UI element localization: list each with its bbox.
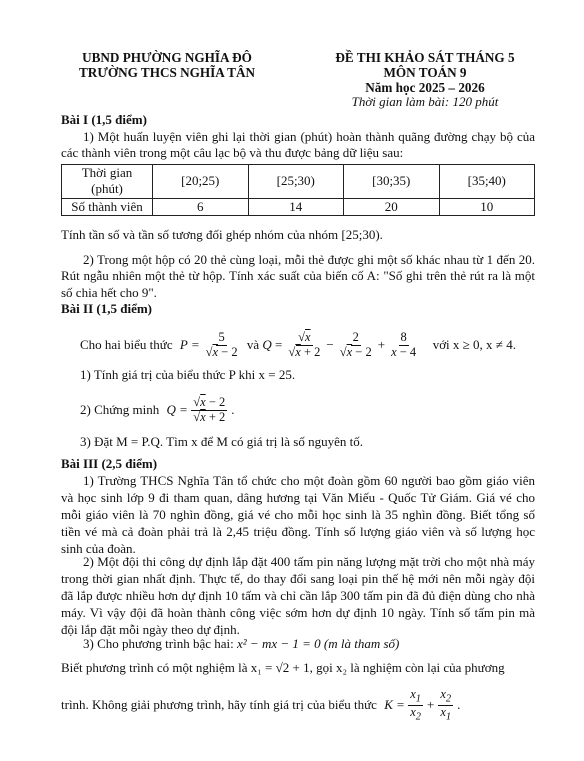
frequency-table <box>61 164 535 216</box>
fraction-x2-x1: $\frac{x_2}{x_1}$ <box>440 686 452 722</box>
bai3-q3-line1 <box>83 636 399 652</box>
fraction-q-proof: $\frac{√x - 2}{√x + 2}$ <box>193 394 226 424</box>
bai2-expressions: Cho hai biểu thức P = $\frac{5}{√x - 2}$ và Q = $\frac{√x}{√x + 2}$ − $\frac{2}{√x - 2}$ + $\frac{8}{x - 4}$ với x ≥ 0, x ≠ 4. <box>80 329 516 359</box>
section-title-bai3: Bài III (2,5 điểm) <box>61 456 158 471</box>
table-cell-count: 20 <box>344 198 440 215</box>
bai1-q1-text: 1) Một huấn luyện viên ghi lại thời gian (phút) hoàn thành quãng đường chạy bộ của các thành viên trong một câu lạc bộ và thu được bảng dữ liệu sau: <box>61 129 535 161</box>
bai2-intro-prefix: Cho hai biểu thức <box>80 336 173 352</box>
fraction-q3: $\frac{8}{x - 4}$ <box>391 329 417 359</box>
bai3-q3-line3-text: trình. Không giải phương trình, hãy tính giá trị của biểu thức <box>61 696 377 712</box>
section-title-bai1: Bài I (1,5 điểm) <box>61 112 147 127</box>
school-authority: UBND PHƯỜNG NGHĨA ĐÔ <box>82 50 252 65</box>
fraction-q1: $\frac{√x}{√x + 2}$ <box>288 329 321 359</box>
table-cell-interval: [25;30) <box>248 165 344 199</box>
bai1-q1-task: Tính tần số và tần số tương đối ghép nhóm của nhóm [25;30). <box>61 227 383 242</box>
table-cell-count: 6 <box>153 198 249 215</box>
school-name: TRƯỜNG THCS NGHĨA TÂN <box>79 65 255 80</box>
table-header-time: Thời gian (phút) <box>62 165 153 199</box>
bai3-q3-equation: x² − mx − 1 = 0 <box>237 636 321 651</box>
bai3-q3-line3: trình. Không giải phương trình, hãy tính giá trị của biểu thức K = $\frac{x_1}{x_2}$ + $\frac{x_2}{x_1}$ . <box>61 686 461 722</box>
section-title-bai2: Bài II (1,5 điểm) <box>61 301 152 316</box>
table-header-count: Số thành viên <box>62 198 153 215</box>
table-cell-count: 10 <box>439 198 535 215</box>
fraction-p: $\frac{5}{√x - 2}$ <box>205 329 238 359</box>
bai3-q2-text: 2) Một đội thi công dự định lắp đặt 400 tấm pin năng lượng mặt trời cho một nhà máy trong thời gian nhất định. Thực tế, do thay đổi sang loại pin thế hệ mới nên mỗi ngày đội đã lắp được nhiều hơn dự định 10 tấm và chỉ cần lắp 300 tấm pin đã đủ điện dùng cho nhà máy. Vì vậy đội đã hoàn thành công việc sớm hơn dự định 10 ngày. Tính số tấm pin mà đội lắp đặt mỗi ngày theo dự định. <box>61 554 535 637</box>
bai3-q3-prefix: 3) Cho phương trình bậc hai: <box>83 636 234 651</box>
table-cell-count: 14 <box>248 198 344 215</box>
bai1-q2-text: 2) Trong một hộp có 20 thẻ cùng loại, mỗi thẻ được ghi một số khác nhau từ 1 đến 20. Rút ngẫu nhiên một thẻ từ hộp. Tính xác suất của biến cố A: "Số ghi trên thẻ rút ra là một số chia hết cho 9". <box>61 252 535 300</box>
table-cell-interval: [20;25) <box>153 165 249 199</box>
bai3-q1-text: 1) Trường THCS Nghĩa Tân tổ chức cho một đoàn gồm 60 người bao gồm giáo viên và học sinh lớp 9 đi tham quan, dâng hương tại Văn Miếu - Quốc Tử Giám. Giá vé cho mỗi giáo viên là 70 nghìn đồng, giá vé cho mỗi học sinh là 35 nghìn đồng. Biết tổng số tiền vé mà cả đoàn phải trả là 2,45 triệu đồng. Tính số lượng giáo viên và số lượng học sinh của đoàn. <box>61 473 535 556</box>
bai2-q2-prefix: 2) Chứng minh <box>80 401 160 417</box>
exam-title: ĐỀ THI KHẢO SÁT THÁNG 5 <box>335 50 515 65</box>
bai2-condition: với x ≥ 0, x ≠ 4. <box>432 336 516 352</box>
table-cell-interval: [30;35) <box>344 165 440 199</box>
bai2-q3: 3) Đặt M = P.Q. Tìm x để M có giá trị là số nguyên tố. <box>80 434 363 449</box>
school-year: Năm học 2025 – 2026 <box>365 80 485 95</box>
exam-subject: MÔN TOÁN 9 <box>383 65 467 80</box>
bai2-q2: 2) Chứng minh Q = $\frac{√x - 2}{√x + 2}$ . <box>80 394 235 424</box>
bai2-q1: 1) Tính giá trị của biểu thức P khi x = 25. <box>80 367 296 382</box>
fraction-x1-x2: $\frac{x_1}{x_2}$ <box>410 686 421 722</box>
exam-duration: Thời gian làm bài: 120 phút <box>351 94 499 109</box>
table-cell-interval: [35;40) <box>439 165 535 199</box>
bai3-q3-note: (m là tham số) <box>323 636 400 651</box>
fraction-q2: $\frac{2}{√x - 2}$ <box>339 329 372 359</box>
bai3-q3-line2: Biết phương trình có một nghiệm là x₁ = √2 + 1, gọi x₂ là nghiệm còn lại của phương <box>61 660 505 675</box>
